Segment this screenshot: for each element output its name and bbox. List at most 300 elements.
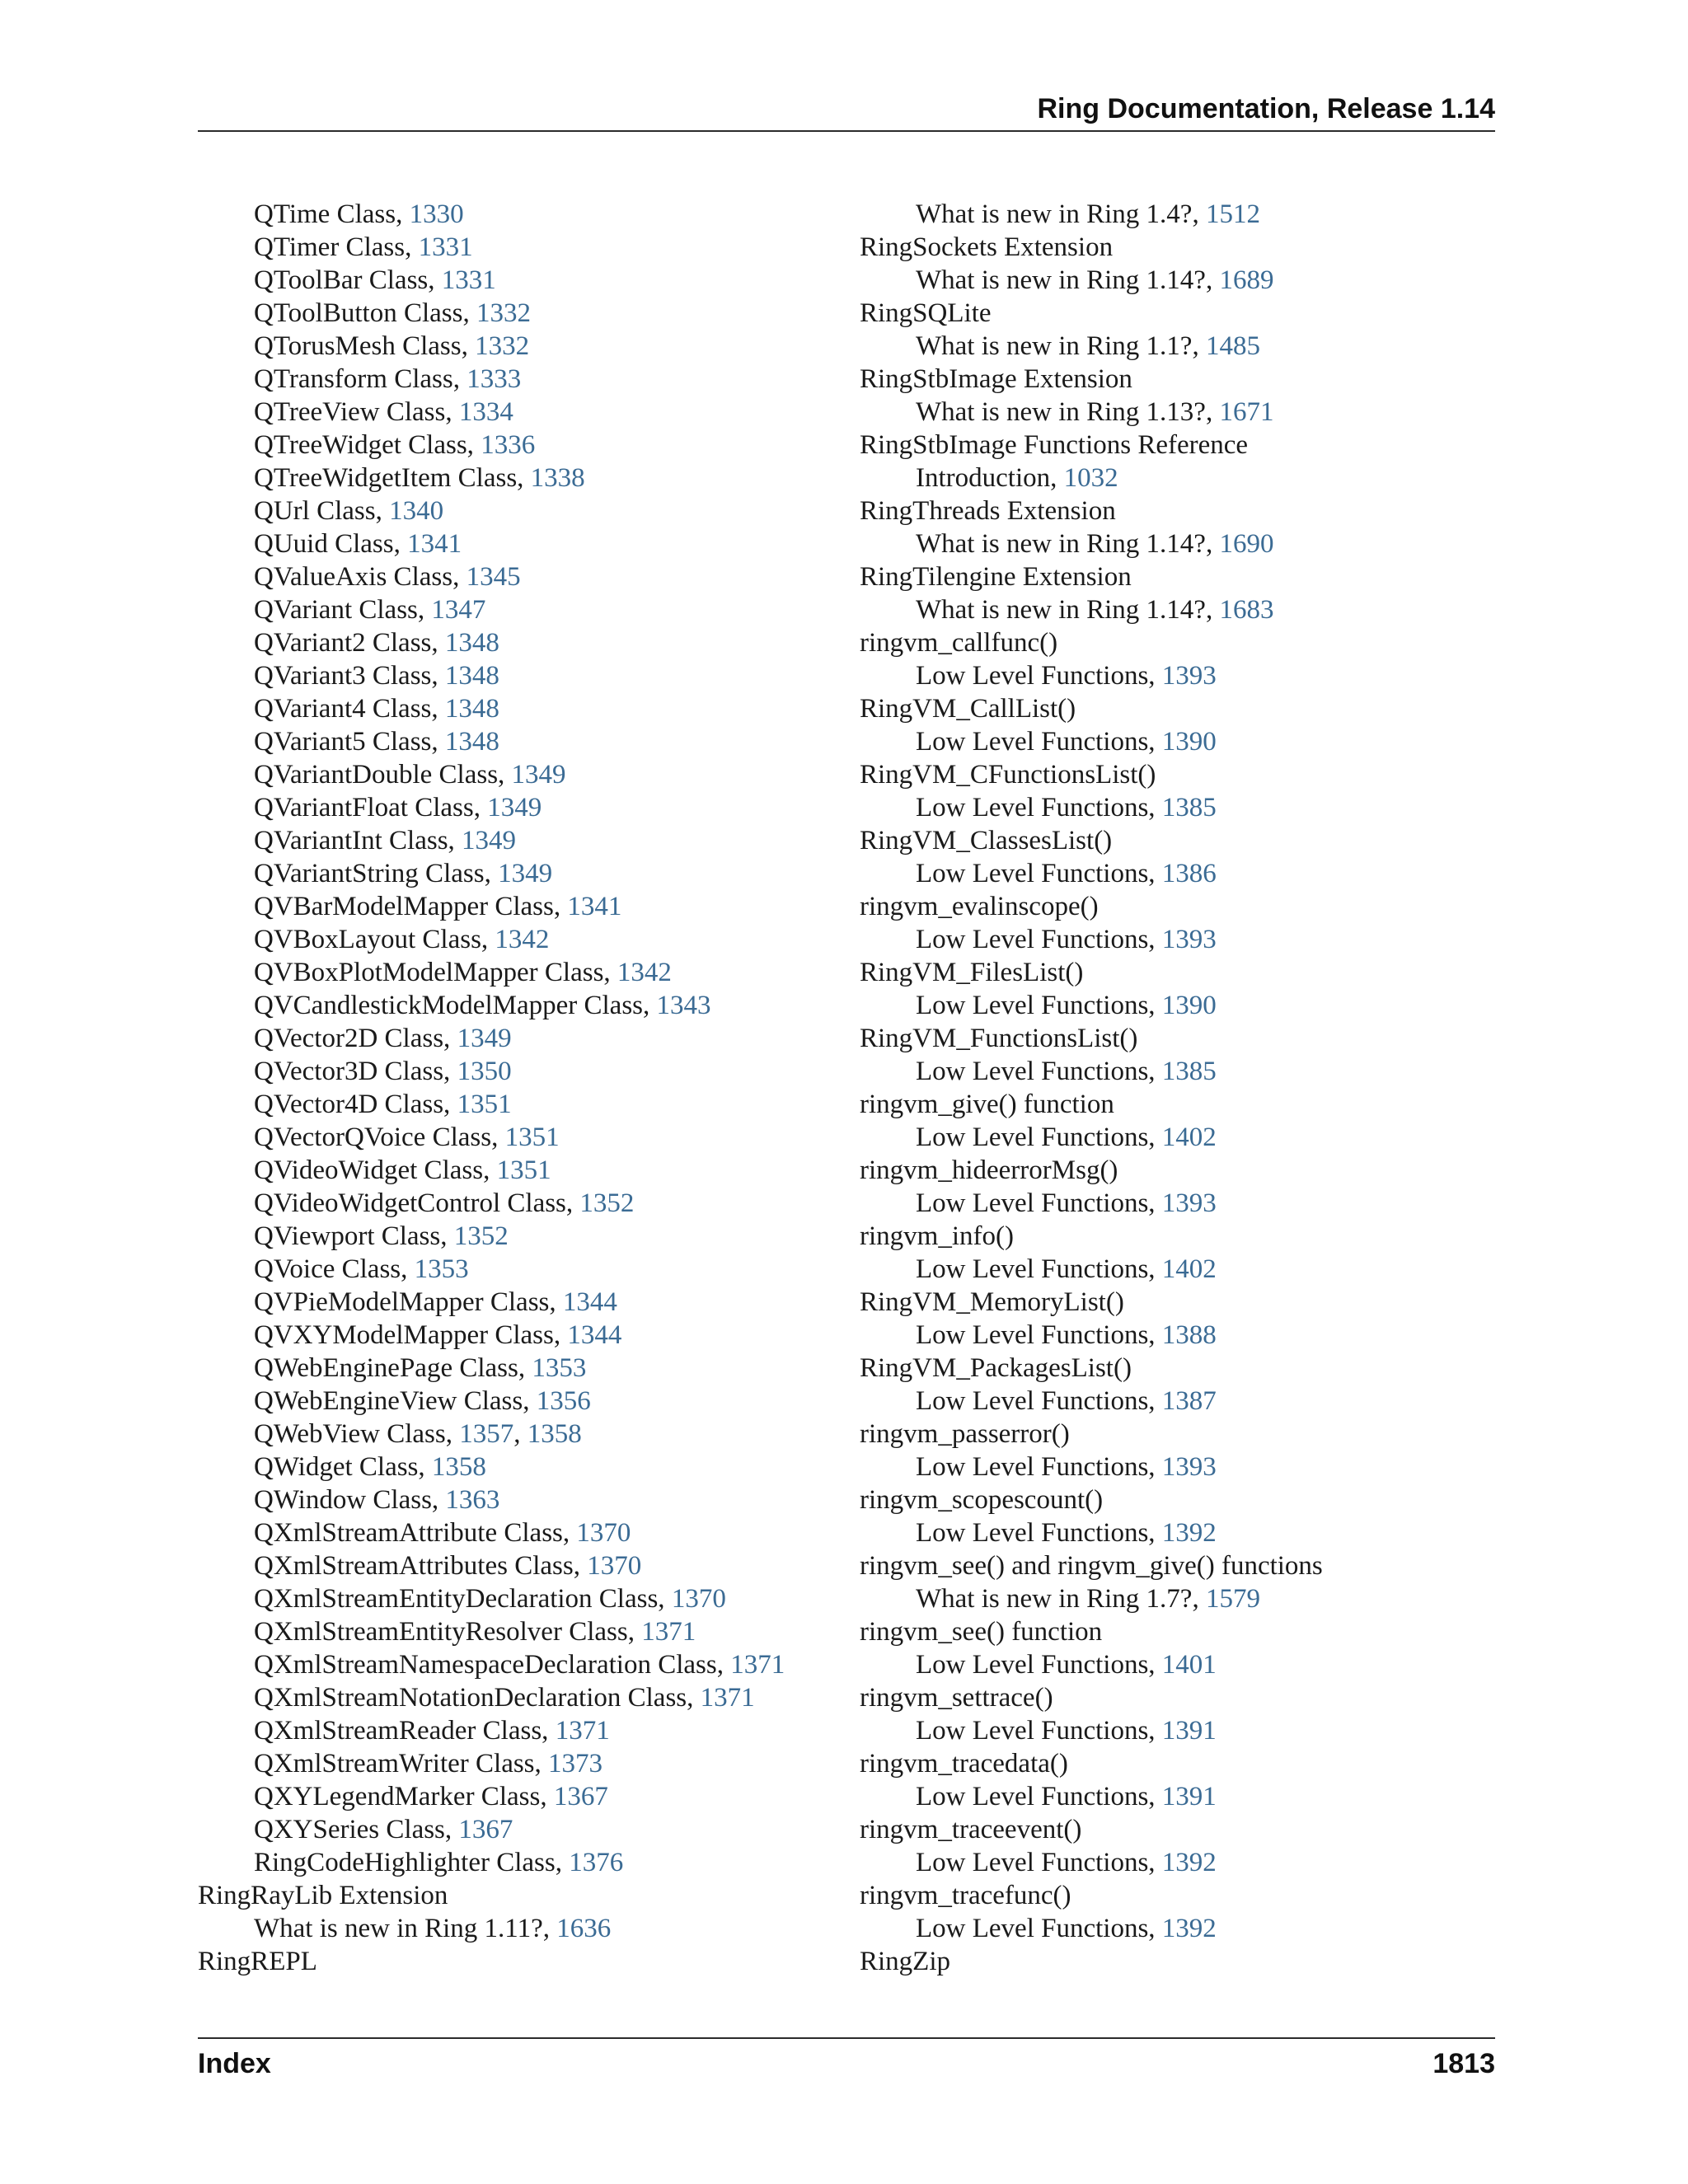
index-term bbox=[860, 560, 1323, 593]
index-entry-label: RingSockets Extension bbox=[860, 232, 1114, 262]
index-term bbox=[860, 1681, 1323, 1714]
page-link[interactable]: 1351 bbox=[457, 1090, 512, 1119]
index-entry-label: RingVM_MemoryList() bbox=[860, 1287, 1124, 1317]
index-entry-label: QVBarModelMapper Class, bbox=[254, 892, 568, 921]
page-link[interactable]: 1401 bbox=[1161, 1650, 1217, 1680]
index-term bbox=[860, 824, 1323, 857]
page-link[interactable]: 1371 bbox=[730, 1650, 785, 1680]
index-subentry bbox=[860, 857, 1323, 890]
index-entry-label: QUrl Class, bbox=[254, 496, 390, 526]
index-entry-label: RingVM_FunctionsList() bbox=[860, 1024, 1138, 1053]
footer-rule bbox=[198, 2037, 1495, 2039]
page-link[interactable]: 1402 bbox=[1161, 1254, 1217, 1284]
page-link[interactable]: 1392 bbox=[1161, 1518, 1217, 1548]
index-subentry bbox=[860, 791, 1323, 824]
index-subentry bbox=[860, 1253, 1323, 1286]
index-subentry bbox=[860, 1714, 1323, 1747]
index-entry-label: Introduction, bbox=[916, 463, 1064, 493]
footer-page-number: 1813 bbox=[1432, 2048, 1495, 2079]
index-entry-label: ringvm_hideerrorMsg() bbox=[860, 1155, 1118, 1185]
index-term bbox=[860, 1286, 1323, 1319]
index-term bbox=[860, 1154, 1323, 1187]
page-link[interactable]: 1371 bbox=[700, 1683, 755, 1713]
index-entry-label: ringvm_see() and ringvm_give() functions bbox=[860, 1551, 1323, 1581]
index-term bbox=[860, 231, 1323, 264]
running-header-title: Ring Documentation, Release 1.14 bbox=[1037, 93, 1495, 124]
index-entry-label: RingVM_CallList() bbox=[860, 694, 1076, 724]
index-entry-label: QTorusMesh Class, bbox=[254, 331, 476, 361]
index-entry-label: QXmlStreamReader Class, bbox=[254, 1716, 556, 1746]
index-subentry bbox=[860, 725, 1323, 758]
page-link[interactable]: 1343 bbox=[656, 991, 711, 1020]
page-link[interactable]: 1345 bbox=[466, 562, 521, 592]
index-entry-label: ringvm_see() function bbox=[860, 1617, 1103, 1647]
page-link[interactable]: 1344 bbox=[562, 1287, 617, 1317]
page-link[interactable]: 1671 bbox=[1219, 397, 1274, 427]
page-link[interactable]: 1357 bbox=[459, 1419, 514, 1449]
index-subentry bbox=[198, 824, 785, 857]
index-entry-label: QXmlStreamNamespaceDeclaration Class, bbox=[254, 1650, 731, 1680]
index-subentry bbox=[198, 692, 785, 725]
index-entry-label: QVideoWidget Class, bbox=[254, 1155, 497, 1185]
index-subentry bbox=[198, 1846, 785, 1879]
index-subentry bbox=[198, 429, 785, 462]
page-link[interactable]: 1390 bbox=[1161, 991, 1217, 1020]
index-subentry bbox=[198, 1714, 785, 1747]
index-subentry bbox=[198, 593, 785, 626]
index-entry-label: Low Level Functions, bbox=[916, 991, 1162, 1020]
page-link[interactable]: 1683 bbox=[1219, 595, 1274, 625]
index-subentry bbox=[198, 264, 785, 297]
index-term bbox=[860, 1022, 1323, 1055]
index-entry-label: QToolBar Class, bbox=[254, 265, 442, 295]
index-subentry bbox=[198, 1912, 785, 1945]
index-subentry bbox=[198, 956, 785, 989]
index-entry-label: RingTilengine Extension bbox=[860, 562, 1132, 592]
index-term bbox=[860, 1615, 1323, 1648]
index-entry-label: ringvm_give() function bbox=[860, 1090, 1114, 1119]
page-link[interactable]: 1348 bbox=[444, 727, 499, 757]
index-entry-label: What is new in Ring 1.14?, bbox=[916, 265, 1220, 295]
index-subentry bbox=[198, 1483, 785, 1516]
index-subentry bbox=[860, 659, 1323, 692]
page-link[interactable]: 1330 bbox=[409, 199, 464, 229]
index-subentry bbox=[860, 989, 1323, 1022]
page-link[interactable]: 1367 bbox=[458, 1815, 513, 1844]
index-entry-label: QXYSeries Class, bbox=[254, 1815, 459, 1844]
index-entry-label: QXmlStreamEntityDeclaration Class, bbox=[254, 1584, 672, 1614]
index-entry-label: Low Level Functions, bbox=[916, 1386, 1162, 1416]
index-subentry bbox=[198, 1418, 785, 1451]
index-subentry bbox=[198, 494, 785, 527]
index-entry-label: QVXYModelMapper Class, bbox=[254, 1320, 568, 1350]
page-link[interactable]: 1392 bbox=[1161, 1848, 1217, 1877]
index-entry-label: QTreeWidget Class, bbox=[254, 430, 481, 460]
index-subentry bbox=[860, 1451, 1323, 1483]
index-entry-label: QVBoxLayout Class, bbox=[254, 925, 495, 954]
index-subentry bbox=[198, 198, 785, 231]
index-term bbox=[860, 1220, 1323, 1253]
footer-section-label: Index bbox=[198, 2048, 271, 2079]
page-link[interactable]: 1358 bbox=[527, 1419, 582, 1449]
index-subentry bbox=[860, 1319, 1323, 1352]
index-term bbox=[860, 1945, 1323, 1978]
index-subentry bbox=[860, 593, 1323, 626]
index-entry-label: RingCodeHighlighter Class, bbox=[254, 1848, 570, 1877]
index-subentry bbox=[198, 1813, 785, 1846]
index-entry-label: What is new in Ring 1.14?, bbox=[916, 529, 1220, 559]
index-entry-label: ringvm_tracefunc() bbox=[860, 1881, 1071, 1910]
index-subentry bbox=[198, 989, 785, 1022]
page-link[interactable]: 1367 bbox=[553, 1782, 608, 1811]
index-entry-label: RingVM_ClassesList() bbox=[860, 826, 1113, 855]
page-link[interactable]: 1349 bbox=[462, 826, 517, 855]
page-link[interactable]: 1342 bbox=[495, 925, 550, 954]
page-link[interactable]: 1358 bbox=[431, 1452, 486, 1482]
index-entry-label: QWebEngineView Class, bbox=[254, 1386, 537, 1416]
index-subentry bbox=[198, 923, 785, 956]
page-link[interactable]: 1393 bbox=[1161, 1452, 1217, 1482]
index-entry-label: QTimer Class, bbox=[254, 232, 419, 262]
index-term bbox=[860, 494, 1323, 527]
index-entry-label: QVector2D Class, bbox=[254, 1024, 457, 1053]
index-entry-label: Low Level Functions, bbox=[916, 1320, 1162, 1350]
index-entry-label: Low Level Functions, bbox=[916, 1914, 1162, 1943]
index-subentry bbox=[860, 462, 1323, 494]
page-link[interactable]: 1340 bbox=[389, 496, 444, 526]
index-subentry bbox=[198, 396, 785, 429]
index-entry-label: QXmlStreamWriter Class, bbox=[254, 1749, 549, 1779]
index-entry-label: Low Level Functions, bbox=[916, 925, 1162, 954]
index-term bbox=[860, 1747, 1323, 1780]
index-entry-label: RingVM_FilesList() bbox=[860, 958, 1084, 987]
index-subentry bbox=[198, 1681, 785, 1714]
index-entry-label: What is new in Ring 1.14?, bbox=[916, 595, 1220, 625]
index-entry-label: QVariantDouble Class, bbox=[254, 760, 512, 790]
index-entry-label: QXmlStreamNotationDeclaration Class, bbox=[254, 1683, 701, 1713]
page-link[interactable]: 1347 bbox=[431, 595, 486, 625]
index-term bbox=[198, 1945, 785, 1978]
index-entry-label: ringvm_scopescount() bbox=[860, 1485, 1104, 1515]
index-subentry bbox=[198, 791, 785, 824]
index-entry-label: QXmlStreamAttributes Class, bbox=[254, 1551, 588, 1581]
index-subentry bbox=[198, 659, 785, 692]
index-subentry bbox=[198, 1286, 785, 1319]
index-entry-label: QTransform Class, bbox=[254, 364, 467, 394]
index-term bbox=[860, 956, 1323, 989]
index-subentry bbox=[860, 1516, 1323, 1549]
page-separator: , bbox=[513, 1419, 528, 1449]
page-link[interactable]: 1336 bbox=[481, 430, 536, 460]
index-subentry bbox=[860, 1385, 1323, 1418]
page-link[interactable]: 1348 bbox=[444, 661, 499, 691]
index-entry-label: ringvm_callfunc() bbox=[860, 628, 1058, 658]
index-subentry bbox=[860, 1912, 1323, 1945]
index-entry-label: Low Level Functions, bbox=[916, 727, 1162, 757]
page-link[interactable]: 1371 bbox=[641, 1617, 696, 1647]
page-link[interactable]: 1356 bbox=[536, 1386, 591, 1416]
page-link[interactable]: 1388 bbox=[1161, 1320, 1217, 1350]
page-link[interactable]: 1352 bbox=[453, 1221, 509, 1251]
index-entry-label: QUuid Class, bbox=[254, 529, 408, 559]
page-link[interactable]: 1392 bbox=[1161, 1914, 1217, 1943]
index-entry-label: Low Level Functions, bbox=[916, 859, 1162, 888]
index-column-right bbox=[860, 198, 1323, 1978]
index-entry-label: Low Level Functions, bbox=[916, 1782, 1162, 1811]
index-subentry bbox=[860, 1582, 1323, 1615]
index-entry-label: QVariant Class, bbox=[254, 595, 432, 625]
index-term bbox=[860, 1549, 1323, 1582]
index-subentry bbox=[860, 1187, 1323, 1220]
index-subentry bbox=[198, 1451, 785, 1483]
index-entry-label: ringvm_passerror() bbox=[860, 1419, 1070, 1449]
page-link[interactable]: 1342 bbox=[617, 958, 672, 987]
index-subentry bbox=[198, 330, 785, 363]
index-entry-label: Low Level Functions, bbox=[916, 1848, 1162, 1877]
index-entry-label: RingStbImage Extension bbox=[860, 364, 1132, 394]
page-link[interactable]: 1341 bbox=[567, 892, 622, 921]
page-link[interactable]: 1385 bbox=[1161, 1057, 1217, 1086]
index-subentry bbox=[198, 1154, 785, 1187]
index-subentry bbox=[198, 1385, 785, 1418]
page-link[interactable]: 1332 bbox=[475, 331, 530, 361]
index-term bbox=[860, 758, 1323, 791]
index-entry-label: RingThreads Extension bbox=[860, 496, 1116, 526]
index-entry-label: Low Level Functions, bbox=[916, 661, 1162, 691]
page-link[interactable]: 1344 bbox=[567, 1320, 622, 1350]
index-subentry bbox=[198, 1220, 785, 1253]
index-subentry bbox=[198, 363, 785, 396]
index-entry-label: Low Level Functions, bbox=[916, 793, 1162, 823]
index-entry-label: ringvm_info() bbox=[860, 1221, 1014, 1251]
index-entry-label: QXmlStreamEntityResolver Class, bbox=[254, 1617, 642, 1647]
index-entry-label: QVariant5 Class, bbox=[254, 727, 445, 757]
page-link[interactable]: 1353 bbox=[414, 1254, 469, 1284]
page-link[interactable]: 1393 bbox=[1161, 1188, 1217, 1218]
page-link[interactable]: 1690 bbox=[1219, 529, 1274, 559]
page-link[interactable]: 1636 bbox=[556, 1914, 612, 1943]
index-subentry bbox=[198, 1319, 785, 1352]
index-entry-label: QVector4D Class, bbox=[254, 1090, 457, 1119]
page-link[interactable]: 1512 bbox=[1205, 199, 1260, 229]
index-subentry bbox=[198, 1088, 785, 1121]
index-term bbox=[860, 297, 1323, 330]
index-entry-label: QVBoxPlotModelMapper Class, bbox=[254, 958, 617, 987]
index-subentry bbox=[860, 1648, 1323, 1681]
index-subentry bbox=[860, 396, 1323, 429]
index-subentry bbox=[198, 626, 785, 659]
index-entry-label: QXYLegendMarker Class, bbox=[254, 1782, 554, 1811]
index-entry-label: RingVM_PackagesList() bbox=[860, 1353, 1132, 1383]
index-subentry bbox=[198, 1747, 785, 1780]
page-link[interactable]: 1349 bbox=[498, 859, 553, 888]
index-term bbox=[860, 1879, 1323, 1912]
index-entry-label: ringvm_evalinscope() bbox=[860, 892, 1099, 921]
index-subentry bbox=[198, 231, 785, 264]
index-term bbox=[860, 1352, 1323, 1385]
index-entry-label: RingStbImage Functions Reference bbox=[860, 430, 1249, 460]
index-entry-label: ringvm_tracedata() bbox=[860, 1749, 1068, 1779]
index-entry-label: Low Level Functions, bbox=[916, 1716, 1162, 1746]
index-entry-label: ringvm_settrace() bbox=[860, 1683, 1053, 1713]
index-subentry bbox=[198, 1121, 785, 1154]
index-entry-label: QXmlStreamAttribute Class, bbox=[254, 1518, 577, 1548]
index-entry-label: QVideoWidgetControl Class, bbox=[254, 1188, 580, 1218]
index-subentry bbox=[860, 330, 1323, 363]
index-entry-label: Low Level Functions, bbox=[916, 1452, 1162, 1482]
page-link[interactable]: 1349 bbox=[511, 760, 566, 790]
page-link[interactable]: 1386 bbox=[1161, 859, 1217, 888]
index-entry-label: QVectorQVoice Class, bbox=[254, 1122, 505, 1152]
index-entry-label: QWidget Class, bbox=[254, 1452, 432, 1482]
page-link[interactable]: 1341 bbox=[407, 529, 462, 559]
index-entry-label: QWebEnginePage Class, bbox=[254, 1353, 532, 1383]
page-link[interactable]: 1333 bbox=[467, 364, 522, 394]
index-entry-label: RingVM_CFunctionsList() bbox=[860, 760, 1156, 790]
index-column-left bbox=[198, 198, 785, 1978]
index-entry-label: Low Level Functions, bbox=[916, 1254, 1162, 1284]
page-link[interactable]: 1351 bbox=[496, 1155, 551, 1185]
header-rule bbox=[198, 130, 1495, 132]
index-subentry bbox=[198, 725, 785, 758]
index-entry-label: QWindow Class, bbox=[254, 1485, 446, 1515]
index-entry-label: What is new in Ring 1.13?, bbox=[916, 397, 1220, 427]
page-link[interactable]: 1349 bbox=[487, 793, 542, 823]
index-term bbox=[860, 1088, 1323, 1121]
page-link[interactable]: 1391 bbox=[1161, 1782, 1217, 1811]
page-link[interactable]: 1390 bbox=[1161, 727, 1217, 757]
index-entry-label: QVariant3 Class, bbox=[254, 661, 445, 691]
page-link[interactable]: 1032 bbox=[1063, 463, 1118, 493]
index-entry-label: QTreeWidgetItem Class, bbox=[254, 463, 531, 493]
page-link[interactable]: 1391 bbox=[1161, 1716, 1217, 1746]
page-link[interactable]: 1331 bbox=[441, 265, 496, 295]
index-subentry bbox=[198, 1549, 785, 1582]
index-subentry bbox=[860, 264, 1323, 297]
index-entry-label: QVCandlestickModelMapper Class, bbox=[254, 991, 657, 1020]
page-link[interactable]: 1371 bbox=[555, 1716, 610, 1746]
index-subentry bbox=[860, 198, 1323, 231]
index-entry-label: QViewport Class, bbox=[254, 1221, 454, 1251]
index-entry-label: What is new in Ring 1.11?, bbox=[254, 1914, 557, 1943]
index-subentry bbox=[198, 1055, 785, 1088]
index-entry-label: QVariantInt Class, bbox=[254, 826, 462, 855]
page-link[interactable]: 1689 bbox=[1219, 265, 1274, 295]
index-entry-label: QWebView Class, bbox=[254, 1419, 460, 1449]
index-entry-label: QVariant4 Class, bbox=[254, 694, 445, 724]
index-entry-label: What is new in Ring 1.4?, bbox=[916, 199, 1206, 229]
page-link[interactable]: 1385 bbox=[1161, 793, 1217, 823]
index-term bbox=[860, 1483, 1323, 1516]
index-subentry bbox=[198, 857, 785, 890]
index-subentry bbox=[198, 462, 785, 494]
index-subentry bbox=[198, 1022, 785, 1055]
index-entry-label: QVPieModelMapper Class, bbox=[254, 1287, 563, 1317]
index-entry-label: QVariant2 Class, bbox=[254, 628, 445, 658]
page-link[interactable]: 1351 bbox=[504, 1122, 560, 1152]
index-entry-label: What is new in Ring 1.7?, bbox=[916, 1584, 1206, 1614]
index-entry-label: QValueAxis Class, bbox=[254, 562, 467, 592]
page-link[interactable]: 1402 bbox=[1161, 1122, 1217, 1152]
index-term bbox=[860, 626, 1323, 659]
index-term bbox=[860, 429, 1323, 462]
page-link[interactable]: 1363 bbox=[445, 1485, 500, 1515]
page-link[interactable]: 1348 bbox=[444, 628, 499, 658]
index-term bbox=[198, 1879, 785, 1912]
index-term bbox=[860, 692, 1323, 725]
page-link[interactable]: 1393 bbox=[1161, 925, 1217, 954]
index-subentry bbox=[198, 890, 785, 923]
page-link[interactable]: 1332 bbox=[476, 298, 531, 328]
page-link[interactable]: 1353 bbox=[532, 1353, 587, 1383]
index-entry-label: Low Level Functions, bbox=[916, 1650, 1162, 1680]
index-subentry bbox=[860, 923, 1323, 956]
page-link[interactable]: 1376 bbox=[569, 1848, 624, 1877]
index-entry-label: RingZip bbox=[860, 1947, 951, 1976]
page-link[interactable]: 1373 bbox=[548, 1749, 603, 1779]
index-entry-label: QToolButton Class, bbox=[254, 298, 476, 328]
index-subentry bbox=[198, 758, 785, 791]
index-entry-label: QVector3D Class, bbox=[254, 1057, 457, 1086]
page-link[interactable]: 1485 bbox=[1205, 331, 1260, 361]
index-entry-label: Low Level Functions, bbox=[916, 1057, 1162, 1086]
index-subentry bbox=[198, 1648, 785, 1681]
index-subentry bbox=[860, 1121, 1323, 1154]
page-link[interactable]: 1352 bbox=[579, 1188, 635, 1218]
index-term bbox=[860, 363, 1323, 396]
page-link[interactable]: 1338 bbox=[530, 463, 585, 493]
index-entry-label: What is new in Ring 1.1?, bbox=[916, 331, 1206, 361]
index-subentry bbox=[860, 527, 1323, 560]
index-subentry bbox=[198, 1582, 785, 1615]
index-entry-label: QVoice Class, bbox=[254, 1254, 415, 1284]
index-entry-label: QVariantString Class, bbox=[254, 859, 499, 888]
index-subentry bbox=[860, 1780, 1323, 1813]
page-link[interactable]: 1350 bbox=[457, 1057, 512, 1086]
index-term bbox=[860, 890, 1323, 923]
page-link[interactable]: 1393 bbox=[1161, 661, 1217, 691]
index-subentry bbox=[198, 1615, 785, 1648]
index-entry-label: Low Level Functions, bbox=[916, 1188, 1162, 1218]
page-link[interactable]: 1370 bbox=[671, 1584, 726, 1614]
index-subentry bbox=[198, 1253, 785, 1286]
index-entry-label: QTime Class, bbox=[254, 199, 410, 229]
index-subentry bbox=[198, 527, 785, 560]
page-link[interactable]: 1334 bbox=[458, 397, 513, 427]
page-link[interactable]: 1348 bbox=[444, 694, 499, 724]
index-subentry bbox=[198, 1352, 785, 1385]
index-entry-label: Low Level Functions, bbox=[916, 1122, 1162, 1152]
page-link[interactable]: 1370 bbox=[576, 1518, 631, 1548]
index-subentry bbox=[860, 1846, 1323, 1879]
index-entry-label: ringvm_traceevent() bbox=[860, 1815, 1082, 1844]
index-entry-label: RingRayLib Extension bbox=[198, 1881, 448, 1910]
index-subentry bbox=[198, 1516, 785, 1549]
index-entry-label: QVariantFloat Class, bbox=[254, 793, 488, 823]
index-subentry bbox=[198, 1780, 785, 1813]
index-entry-label: RingREPL bbox=[198, 1947, 317, 1976]
index-subentry bbox=[198, 1187, 785, 1220]
index-term bbox=[860, 1418, 1323, 1451]
page-link[interactable]: 1579 bbox=[1205, 1584, 1260, 1614]
page-link[interactable]: 1349 bbox=[457, 1024, 512, 1053]
index-subentry bbox=[198, 560, 785, 593]
page-link[interactable]: 1331 bbox=[418, 232, 473, 262]
index-subentry bbox=[198, 297, 785, 330]
index-entry-label: RingSQLite bbox=[860, 298, 992, 328]
page-link[interactable]: 1370 bbox=[587, 1551, 642, 1581]
page-link[interactable]: 1387 bbox=[1161, 1386, 1217, 1416]
